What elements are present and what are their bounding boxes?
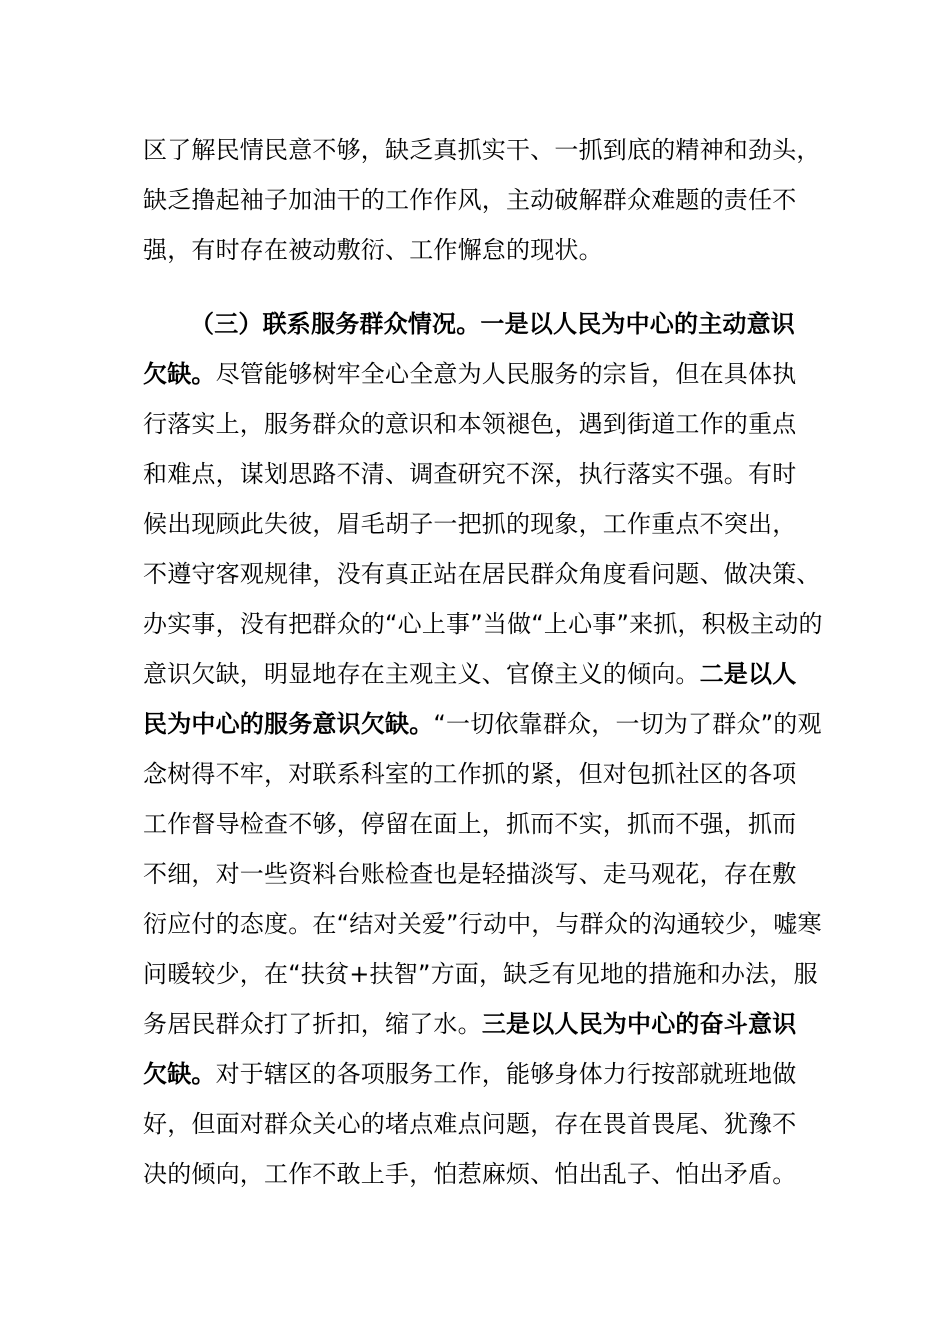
paragraph-2-line-4: 和难点，谋划思路不清、调查研究不深，执行落实不强。有时 [143, 460, 797, 488]
paragraph-2-line-11: 工作督导检查不够，停留在面上，抓而不实，抓而不强，抓而 [143, 810, 797, 838]
paragraph-2-line-14: 问暖较少，在“扶贫+扶智”方面，缺乏有见地的措施和办法，服 [143, 960, 818, 988]
point-3-title: 三是以人民为中心的奋斗意识 [481, 1010, 797, 1038]
point-1-title-end: 欠缺。 [143, 360, 216, 388]
section-heading: （三）联系服务群众情况。 [190, 310, 481, 338]
body-text: 尽管能够树牢全心全意为人民服务的宗旨，但在具体执 [215, 360, 797, 388]
point-2-title: 二是以人 [699, 660, 797, 688]
point-3-title-end: 欠缺。 [143, 1060, 216, 1088]
paragraph-1-line-3: 强，有时存在被动敷衍、工作懈怠的现状。 [143, 236, 603, 264]
paragraph-2-line-5: 候出现顾此失彼，眉毛胡子一把抓的现象，工作重点不突出， [143, 510, 797, 538]
paragraph-2-line-3: 行落实上，服务群众的意识和本领褪色，遇到街道工作的重点 [143, 410, 797, 438]
body-text: 务居民群众打了折扣，缩了水。 [143, 1010, 482, 1038]
paragraph-2-line-1 [190, 304, 823, 344]
paragraph-2-line-12: 不细，对一些资料台账检查也是轻描淡写、走马观花，存在敷 [143, 860, 797, 888]
paragraph-2-line-8 [143, 654, 823, 694]
paragraph-2-line-17: 好，但面对群众关心的堵点难点问题，存在畏首畏尾、犹豫不 [143, 1110, 797, 1138]
paragraph-2-line-13: 衍应付的态度。在“结对关爱”行动中，与群众的沟通较少，嘘寒 [143, 910, 822, 938]
point-1-title: 一是以人民为中心的主动意识 [480, 310, 796, 338]
paragraph-1-line-2: 缺乏撸起袖子加油干的工作作风，主动破解群众难题的责任不 [143, 186, 797, 214]
body-text: “一切依靠群众，一切为了群众”的观 [433, 710, 822, 738]
body-text: 对于辖区的各项服务工作，能够身体力行按部就班地做 [215, 1060, 797, 1088]
paragraph-2-line-10: 念树得不牢，对联系科室的工作抓的紧，但对包抓社区的各项 [143, 760, 797, 788]
paragraph-2-line-15 [143, 1004, 823, 1044]
paragraph-2-line-16 [143, 1054, 823, 1094]
paragraph-2-line-6: 不遵守客观规律，没有真正站在居民群众角度看问题、做决策、 [143, 560, 821, 588]
paragraph-2-line-2 [143, 354, 823, 394]
point-2-title-end: 民为中心的服务意识欠缺。 [143, 710, 434, 738]
body-text: 意识欠缺，明显地存在主观主义、官僚主义的倾向。 [143, 660, 700, 688]
paragraph-1-line-1: 区了解民情民意不够，缺乏真抓实干、一抓到底的精神和劲头， [143, 136, 821, 164]
paragraph-2-line-7: 办实事，没有把群众的“心上事”当做“上心事”来抓，积极主动的 [143, 610, 823, 638]
paragraph-2-line-9 [143, 704, 823, 744]
paragraph-2-line-18: 决的倾向，工作不敢上手，怕惹麻烦、怕出乱子、怕出矛盾。 [143, 1160, 797, 1188]
